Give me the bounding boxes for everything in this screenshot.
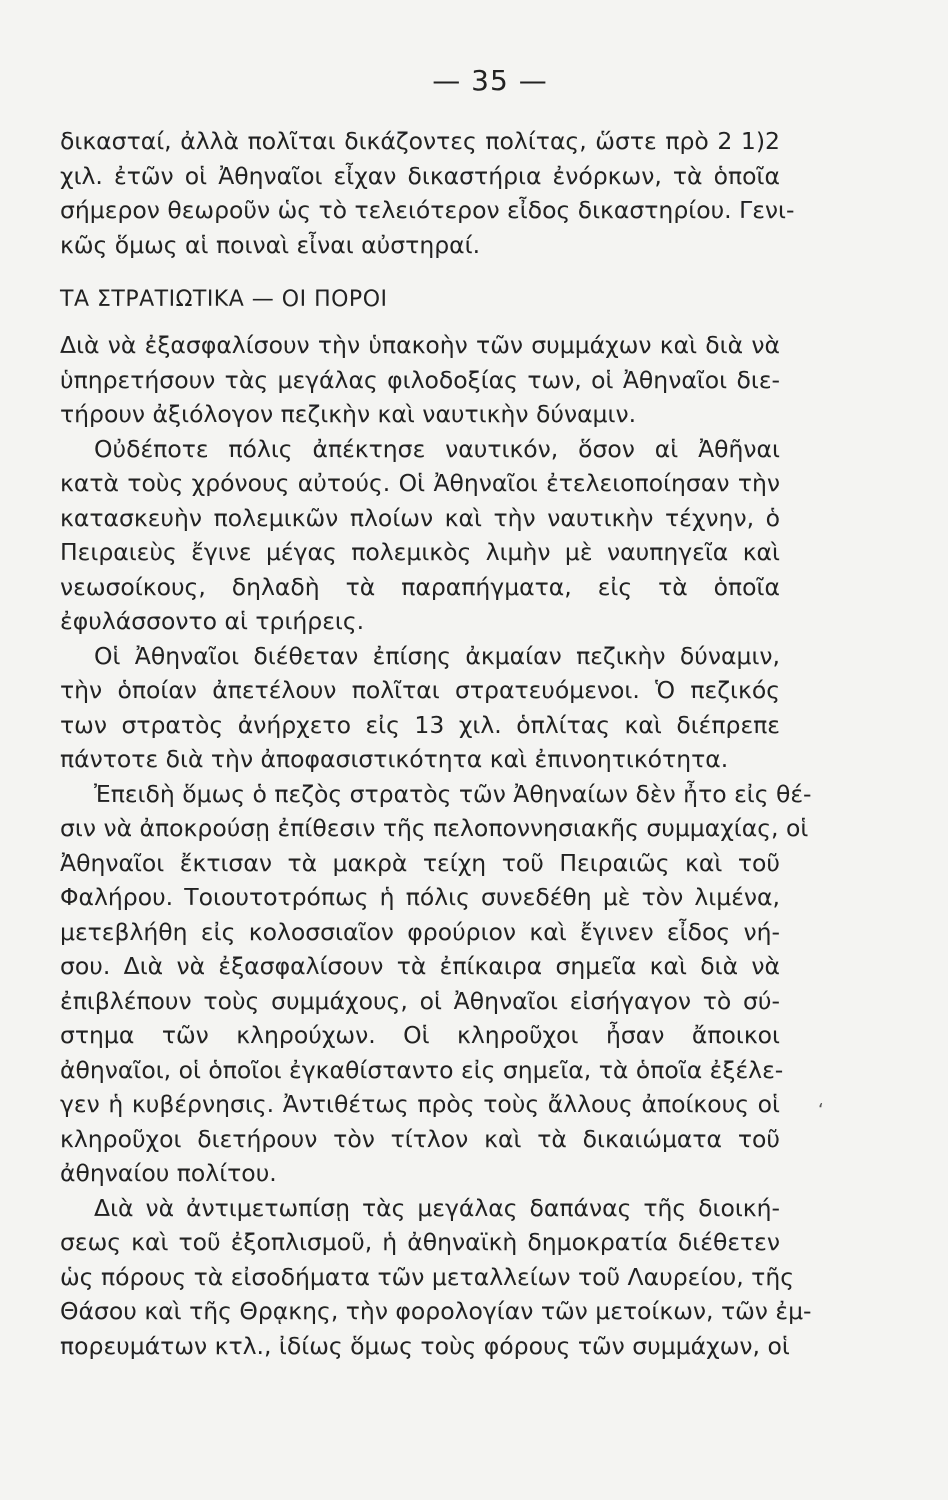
text-line: ἀθηναῖοι, οἱ ὁποῖοι ἐγκαθίσταντο εἰς σημεῖα, τὰ ὁποῖα ἐξέλε-	[60, 1055, 784, 1084]
text-line: μετεβλήθη εἰς κολοσσιαῖον φρούριον καὶ ἔγινεν εἶδος νή-	[60, 917, 780, 946]
text-line: πορευμάτων κτλ., ἰδίως ὅμως τοὺς φόρους τῶν συμμάχων, οἱ	[60, 1331, 790, 1360]
text-line: Πειραιεὺς ἔγινε μέγας πολεμικὸς λιμὴν μὲ ναυπηγεῖα καὶ	[60, 538, 780, 566]
text-line: Ἐπειδὴ ὅμως ὁ πεζὸς στρατὸς τῶν Ἀθηναίων δὲν ἦτο εἰς θέ-	[94, 779, 812, 808]
text-line: δικασταί, ἀλλὰ πολῖται δικάζοντες πολίτας, ὥστε πρὸ 2 1)2	[60, 127, 780, 155]
text-line: σήμερον θεωροῦν ὡς τὸ τελειότερον εἶδος δικαστηρίου. Γενι-	[60, 196, 795, 224]
text-line: κληροῦχοι διετήρουν τὸν τίτλον καὶ τὰ δικαιώματα τοῦ	[60, 1124, 780, 1153]
text-line: κατασκευὴν πολεμικῶν πλοίων καὶ τὴν ναυτικὴν τέχνην, ὁ	[60, 503, 780, 532]
pen-mark: ‘	[818, 1100, 824, 1121]
text-line: στημα τῶν κληρούχων. Οἱ κληροῦχοι ἦσαν ἄποικοι	[60, 1021, 780, 1049]
text-line: ἐπιβλέπουν τοὺς συμμάχους, οἱ Ἀθηναῖοι εἰσήγαγον τὸ σύ-	[60, 986, 780, 1015]
text-line: γεν ἡ κυβέρνησις. Ἀντιθέτως πρὸς τοὺς ἄλλους ἀποίκους οἱ	[60, 1090, 780, 1118]
text-line: σεως καὶ τοῦ ἐξοπλισμοῦ, ἡ ἀθηναϊκὴ δημοκρατία διέθετεν	[60, 1228, 780, 1256]
text-line: κατὰ τοὺς χρόνους αὐτούς. Οἱ Ἀθηναῖοι ἐτελειοποίησαν τὴν	[60, 469, 780, 497]
text-line: Θάσου καὶ τῆς Θρᾳκης, τὴν φορολογίαν τῶν μετοίκων, τῶν ἐμ-	[60, 1297, 812, 1325]
page-number: — 35 —	[432, 64, 548, 97]
text-line: ὑπηρετήσουν τὰς μεγάλας φιλοδοξίας των, οἱ Ἀθηναῖοι διε-	[60, 365, 780, 394]
text-line: Διὰ νὰ ἀντιμετωπίσῃ τὰς μεγάλας δαπάνας τῆς διοική-	[94, 1193, 780, 1222]
text-line: τήρουν ἀξιόλογον πεζικὴν καὶ ναυτικὴν δύναμιν.	[60, 400, 637, 428]
text-line: Φαλήρου. Τοιουτοτρόπως ἡ πόλις συνεδέθη μὲ τὸν λιμένα,	[60, 883, 780, 911]
text-line: ἀθηναίου πολίτου.	[60, 1159, 277, 1187]
text-line: ὡς πόρους τὰ εἰσοδήματα τῶν μεταλλείων τοῦ Λαυρείου, τῆς	[60, 1262, 795, 1291]
text-line: σου. Διὰ νὰ ἐξασφαλίσουν τὰ ἐπίκαιρα σημεῖα καὶ διὰ νὰ	[60, 952, 780, 980]
body-text	[60, 328, 812, 1363]
text-line: τὴν ὁποίαν ἀπετέλουν πολῖται στρατευόμενοι. Ὁ πεζικός	[60, 676, 780, 704]
text-line: κῶς ὅμως αἱ ποιναὶ εἶναι αὐστηραί.	[60, 230, 481, 259]
text-line: νεωσοίκους, δηλαδὴ τὰ παραπήγματα, εἰς τὰ ὁποῖα	[60, 572, 780, 601]
text-line: σιν νὰ ἀποκρούσῃ ἐπίθεσιν τῆς πελοποννησιακῆς συμμαχίας, οἱ	[60, 814, 809, 842]
text-line: πάντοτε διὰ τὴν ἀποφασιστικότητα καὶ ἐπινοητικότητα.	[60, 745, 729, 773]
text-line: Οἱ Ἀθηναῖοι διέθεταν ἐπίσης ἀκμαίαν πεζικὴν δύναμιν,	[94, 641, 780, 670]
text-line: Οὐδέποτε πόλις ἀπέκτησε ναυτικόν, ὅσον αἱ Ἀθῆναι	[94, 434, 780, 463]
text-line: ἐφυλάσσοντο αἱ τριήρεις.	[60, 607, 365, 635]
text-line: Διὰ νὰ ἐξασφαλίσουν τὴν ὑπακοὴν τῶν συμμάχων καὶ διὰ νὰ	[60, 331, 780, 359]
paragraph-top	[60, 124, 795, 262]
text-line: Ἀθηναῖοι ἔκτισαν τὰ μακρὰ τείχη τοῦ Πειραιῶς καὶ τοῦ	[60, 848, 780, 877]
text-line: των στρατὸς ἀνήρχετο εἰς 13 χιλ. ὁπλίτας καὶ διέπρεπε	[60, 710, 780, 739]
section-heading: ΤΑ ΣΤΡΑΤΙΩΤΙΚΑ — ΟΙ ΠΟΡΟΙ	[60, 287, 388, 312]
text-line: χιλ. ἐτῶν οἱ Ἀθηναῖοι εἶχαν δικαστήρια ἐνόρκων, τὰ ὁποῖα	[60, 161, 780, 190]
